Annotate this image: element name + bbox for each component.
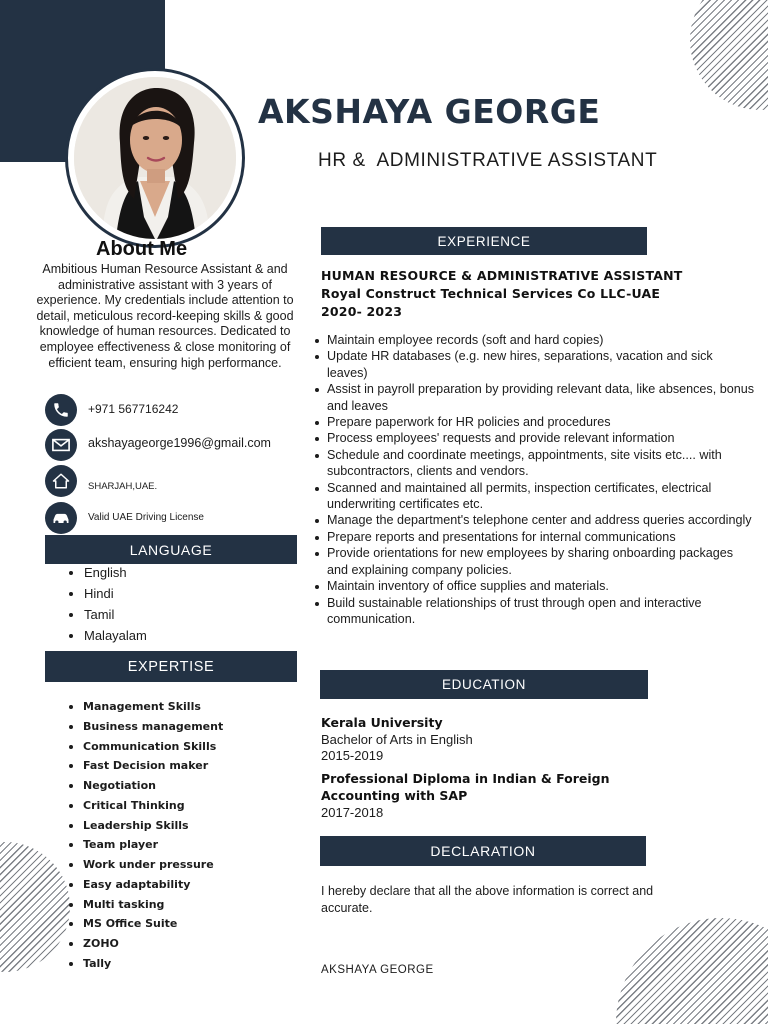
about-heading: About Me — [96, 238, 188, 260]
list-item: Malayalam — [66, 627, 147, 648]
list-item: Business management — [66, 719, 223, 739]
education-degree: Bachelor of Arts in English — [321, 732, 473, 747]
job-title: HR & ADMINISTRATIVE ASSISTANT — [318, 150, 658, 171]
list-item: Update HR databases (e.g. new hires, separations, vacation and sick leaves) — [310, 348, 755, 381]
hatched-circle-decoration — [0, 842, 70, 972]
education-years: 2015-2019 — [321, 748, 384, 763]
education-diploma: Professional Diploma in Indian & Foreign Accounting with SAP — [321, 771, 610, 803]
employment-period: 2020- 2023 — [321, 304, 403, 319]
profile-photo — [74, 77, 236, 239]
driving-license: Valid UAE Driving License — [88, 512, 204, 523]
car-icon — [45, 502, 77, 534]
email-address[interactable]: akshayageorge1996@gmail.com — [88, 436, 271, 450]
list-item: Schedule and coordinate meetings, appointments, site visits etc.... with subcontractors, clients and vendors. — [310, 447, 755, 480]
profile-photo-frame — [65, 68, 245, 248]
list-item: Prepare reports and presentations for internal communications — [310, 529, 755, 545]
hatched-circle-decoration — [616, 918, 768, 1024]
position-title: HUMAN RESOURCE & ADMINISTRATIVE ASSISTANT — [321, 268, 683, 283]
about-text: Ambitious Human Resource Assistant & and administrative assistant with 3 years of experience. My credentials include attention to detail, meticulous record-keeping skills & good knowledge of human resources. Dedicated to employee effectiveness & close monitoring of efficient team, ensuring high performance. — [36, 262, 294, 370]
education-years: 2017-2018 — [321, 805, 384, 820]
language-list — [66, 564, 147, 648]
list-item: MS Office Suite — [66, 916, 223, 936]
list-item: Multi tasking — [66, 897, 223, 917]
list-item: Scanned and maintained all permits, inspection certificates, electrical underwriting certificates etc. — [310, 480, 755, 513]
list-item: Build sustainable relationships of trust through open and interactive communication. — [310, 595, 755, 628]
education-school: Kerala University — [321, 715, 443, 730]
list-item: Manage the department's telephone center and address queries accordingly — [310, 512, 755, 528]
home-icon — [45, 465, 77, 497]
list-item: Communication Skills — [66, 739, 223, 759]
list-item: Tamil — [66, 606, 147, 627]
list-item: Team player — [66, 837, 223, 857]
duties-list — [310, 332, 755, 627]
list-item: Management Skills — [66, 699, 223, 719]
declaration-heading: DECLARATION — [320, 836, 646, 866]
list-item: Tally — [66, 956, 223, 976]
language-heading: LANGUAGE — [45, 535, 297, 564]
list-item: Leadership Skills — [66, 818, 223, 838]
list-item: Fast Decision maker — [66, 758, 223, 778]
expertise-list — [66, 699, 223, 976]
experience-heading: EXPERIENCE — [321, 227, 647, 255]
list-item: Negotiation — [66, 778, 223, 798]
phone-icon — [45, 394, 77, 426]
list-item: Process employees' requests and provide relevant information — [310, 430, 755, 446]
list-item: ZOHO — [66, 936, 223, 956]
list-item: Maintain inventory of office supplies and materials. — [310, 578, 755, 594]
list-item: Provide orientations for new employees by sharing onboarding packages and explaining company policies. — [310, 545, 755, 578]
signature-name: AKSHAYA GEORGE — [321, 964, 434, 976]
list-item: Work under pressure — [66, 857, 223, 877]
list-item: Assist in payroll preparation by providing relevant data, like absences, bonus and leaves — [310, 381, 755, 414]
hatched-circle-decoration — [690, 0, 768, 110]
list-item: Prepare paperwork for HR policies and procedures — [310, 414, 755, 430]
candidate-name: AKSHAYA GEORGE — [258, 92, 601, 131]
location: SHARJAH,UAE. — [88, 481, 158, 492]
list-item: Hindi — [66, 585, 147, 606]
education-heading: EDUCATION — [320, 670, 648, 699]
company-name: Royal Construct Technical Services Co LLC-UAE — [321, 286, 661, 301]
list-item: Easy adaptability — [66, 877, 223, 897]
list-item: Critical Thinking — [66, 798, 223, 818]
expertise-heading: EXPERTISE — [45, 651, 297, 682]
list-item: Maintain employee records (soft and hard copies) — [310, 332, 755, 348]
envelope-icon — [45, 429, 77, 461]
phone-number[interactable]: +971 567716242 — [88, 402, 179, 416]
declaration-text: I hereby declare that all the above information is correct and accurate. — [321, 884, 654, 915]
list-item: English — [66, 564, 147, 585]
portrait-illustration — [74, 77, 236, 239]
